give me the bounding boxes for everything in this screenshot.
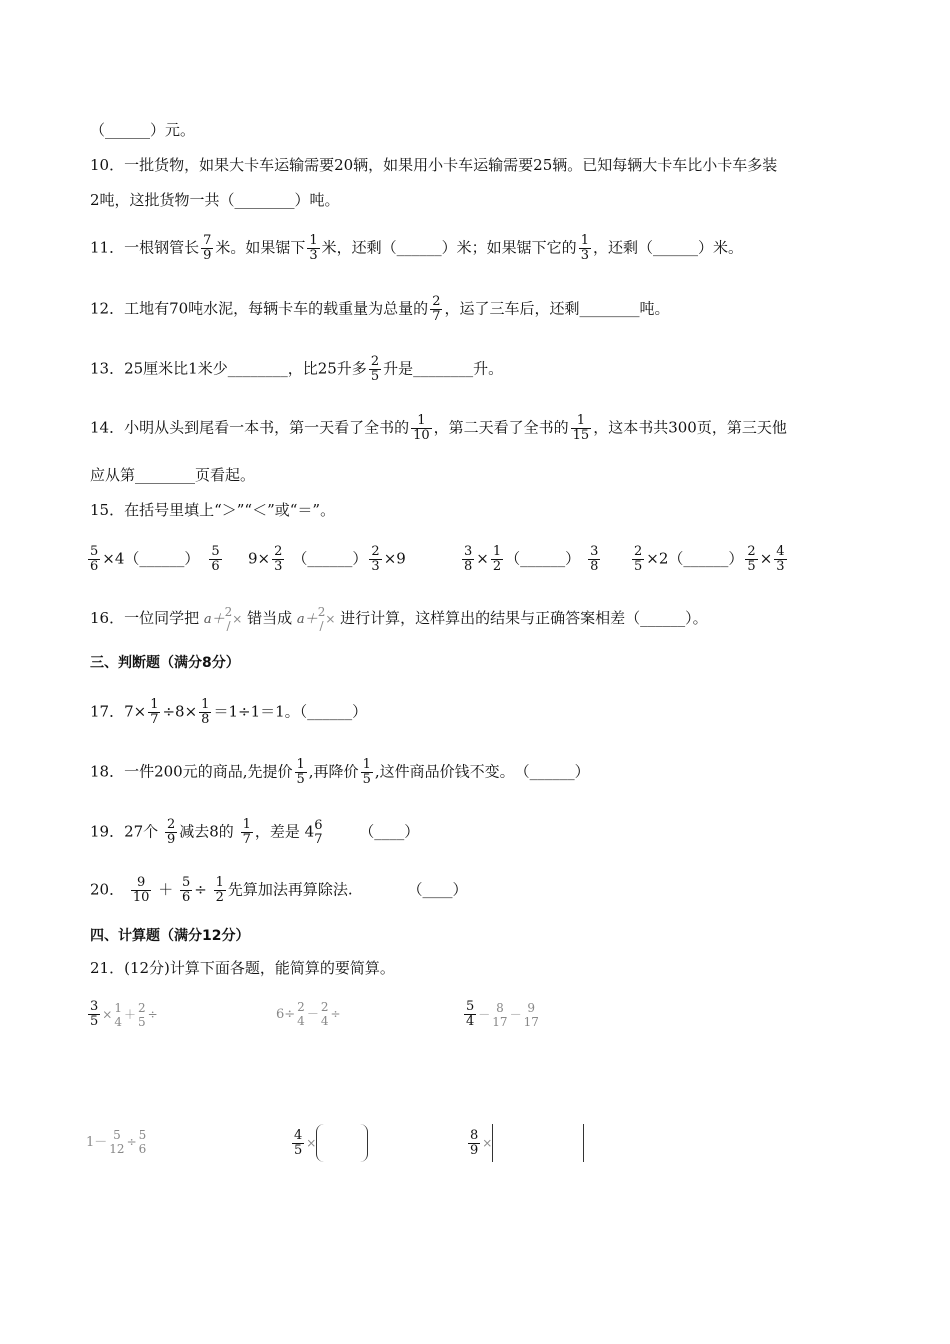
fraction: $\frac{2}{7}$ (432, 294, 441, 324)
q20: 20． $\frac{9}{10}$ ＋ $\frac{5}{6}$ ÷ $\frac{1}{2}$ 先算加法再算除法. （____） (90, 875, 468, 905)
q21-expr-4: 1－ 5 12 ÷ 5 6 (86, 1128, 147, 1156)
fraction: $\frac{1}{3}$ (309, 233, 318, 263)
section-3-heading: 三、判断题（满分8分） (90, 655, 240, 671)
q9-answer-tail: （______）元。 (90, 121, 196, 139)
q19: 19．27个 $\frac{2}{9}$ 减去8的 $\frac{1}{7}$ ，差是 46 7 （____） (90, 817, 420, 847)
q10-line2: 2吨，这批货物一共（________）吨。 (90, 191, 340, 209)
q17: 17．7× $\frac{1}{7}$ ÷8× $\frac{1}{8}$ ＝1÷1＝1。（______） (90, 697, 368, 727)
parenthesis-bracket (316, 1124, 368, 1162)
q21-expr-5: $\frac{4}{5}$ × (290, 1124, 368, 1162)
q12: 12．工地有70吨水泥，每辆卡车的载重量为总量的 $\frac{2}{7}$ ，运了三车后，还剩________吨。 (90, 294, 670, 324)
q15-item-1: $\frac{5}{6}$ ×4（______） $\frac{5}{6}$ (90, 544, 220, 574)
q16: 16．一位同学把 a＋2 / × 错当成 a＋2 / × 进行计算，这样算出的结果与正确答案相差（______）。 (90, 605, 708, 633)
q18: 18．一件200元的商品,先提价 $\frac{1}{5}$ ,再降价 $\frac{1}{5}$ ,这件商品价钱不变。 （______） (90, 757, 590, 787)
fraction: $\frac{2}{5}$ (370, 354, 380, 384)
q15-item-2: 9× $\frac{2}{3}$ （______） $\frac{2}{3}$ ×9 (248, 544, 406, 574)
q21-expr-1: $\frac{3}{5}$ × 1 4 ＋ 2 5 ÷ (90, 999, 158, 1029)
fraction: $\frac{1}{3}$ (580, 233, 589, 263)
q21-title: 21．(12分)计算下面各题，能简算的要简算。 (90, 959, 395, 977)
q11: 11．一根钢管长 $\frac{7}{9}$ 米。如果锯下 $\frac{1}{3}$ 米，还剩（______）米；如果锯下它的 $\frac{1}{3}$ ，还剩（______）米。 (90, 233, 743, 263)
q15-item-4: $\frac{2}{5}$ ×2（______） $\frac{2}{5}$ × $\frac{4}{3}$ (634, 544, 785, 574)
square-bracket (492, 1124, 584, 1162)
q21-expr-6: $\frac{8}{9}$ × (466, 1124, 584, 1162)
q14-line1: 14．小明从头到尾看一本书，第一天看了全书的 $\frac{1}{10}$ ，第二天看了全书的 $\frac{1}{15}$ ，这本书共300页，第三天他 (90, 413, 787, 443)
q14-line2: 应从第________页看起。 (90, 466, 256, 484)
fraction: $\frac{1}{10}$ (413, 413, 430, 443)
q10-line1: 10．一批货物，如果大卡车运输需要20辆，如果用小卡车运输需要25辆。已知每辆大卡车比小卡车多装 (90, 156, 778, 174)
fraction: $\frac{7}{9}$ (203, 233, 212, 263)
q13: 13．25厘米比1米少________，比25升多 $\frac{2}{5}$ 升是________升。 (90, 354, 504, 384)
q21-expr-2: 6÷ 2 4 － 2 4 ÷ (276, 1000, 341, 1028)
q15-item-3: $\frac{3}{8}$ × $\frac{1}{2}$ （______） $\frac{3}{8}$ (464, 544, 599, 574)
section-4-heading: 四、计算题（满分12分） (90, 928, 250, 944)
q15-title: 15．在括号里填上“＞”“＜”或“＝”。 (90, 501, 336, 519)
q21-expr-3: $\frac{5}{4}$ － 8 17 － 9 17 (466, 999, 539, 1029)
fraction: $\frac{1}{15}$ (572, 413, 590, 443)
